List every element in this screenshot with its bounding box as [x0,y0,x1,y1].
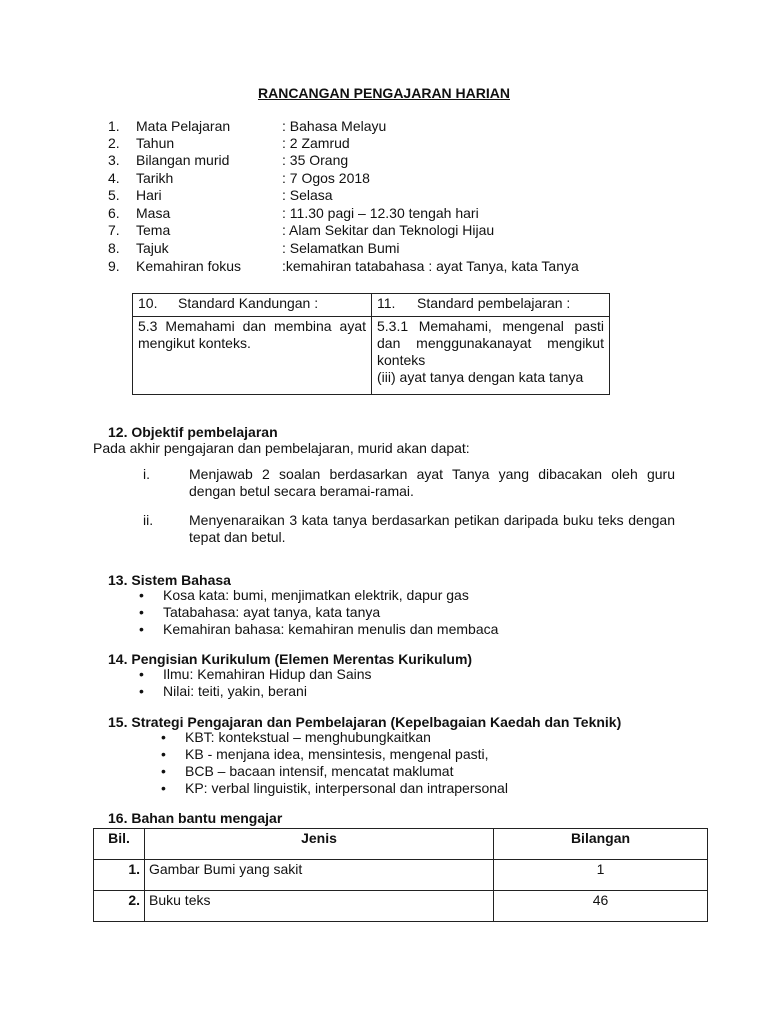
list-item-text: Tatabahasa: ayat tanya, kata tanya [163,604,381,620]
bahan-cell-bilangan: 46 [494,891,708,922]
info-number: 3. [108,152,120,168]
standard-pembelajaran-number: 11. [377,295,396,311]
bahan-cell-bil: 1. [94,860,145,891]
list-item-text: Kosa kata: bumi, menjimatkan elektrik, dapur gas [163,587,469,603]
info-number: 7. [108,222,120,238]
info-value: : Bahasa Melayu [282,118,387,134]
info-number: 4. [108,170,120,186]
info-value: :kemahiran tatabahasa : ayat Tanya, kata Tanya [282,258,579,274]
info-value: : Selasa [282,187,333,203]
bullet-icon: • [161,746,166,762]
standard-kandungan-cell [133,317,372,395]
list-item-text: KBT: kontekstual – menghubungkaitkan [185,729,431,745]
objektif-item-text: Menjawab 2 soalan berdasarkan ayat Tanya yang dibacakan oleh guru dengan betul secara beramai-ramai. [189,466,675,499]
standards-header-row [133,294,610,317]
objektif-item-number: ii. [143,512,154,528]
bullet-icon: • [161,780,166,796]
table-row [94,860,708,891]
info-number: 6. [108,205,120,221]
info-number: 5. [108,187,120,203]
list-item [161,746,508,763]
info-value: : Selamatkan Bumi [282,240,400,256]
bahan-header-bilangan: Bilangan [494,829,708,860]
objektif-heading: 12. Objektif pembelajaran [108,424,278,440]
info-row-mata-pelajaran [108,117,386,135]
sistem-bahasa-list [139,587,498,638]
page-title: RANCANGAN PENGAJARAN HARIAN [257,85,510,101]
info-row-tajuk [108,239,400,257]
list-item-text: KP: verbal linguistik, interpersonal dan intrapersonal [185,780,508,796]
info-row-tahun [108,134,350,152]
list-item [161,780,508,797]
list-item-text: Ilmu: Kemahiran Hidup dan Sains [163,666,372,682]
list-item-text: KB - menjana idea, mensintesis, mengenal pasti, [185,746,489,762]
bullet-icon: • [139,621,144,637]
bahan-cell-bil: 2. [94,891,145,922]
info-row-tema [108,221,494,239]
bahan-header-bil: Bil. [94,829,145,860]
info-value: : 7 Ogos 2018 [282,170,370,186]
info-label: Tahun [136,135,175,151]
info-row-masa [108,204,479,222]
list-item [139,666,372,683]
info-value: : 11.30 pagi – 12.30 tengah hari [282,205,479,221]
info-value: : 35 Orang [282,152,349,168]
table-row [94,891,708,922]
standard-pembelajaran-label: Standard pembelajaran : [417,295,571,311]
standard-kandungan-header [133,294,372,317]
info-row-kemahiran-fokus [108,257,579,275]
info-value: : 2 Zamrud [282,135,350,151]
list-item-text: Kemahiran bahasa: kemahiran menulis dan membaca [163,621,499,637]
bullet-icon: • [161,763,166,779]
bahan-cell-jenis: Gambar Bumi yang sakit [145,860,494,891]
bullet-icon: • [139,666,144,682]
bullet-icon: • [139,683,144,699]
info-row-hari [108,186,333,204]
list-item [139,604,498,621]
info-label: Bilangan murid [136,152,230,168]
info-label: Kemahiran fokus [136,258,242,274]
bahan-header-row [94,829,708,860]
info-number: 9. [108,258,120,274]
info-label: Masa [136,205,171,221]
list-item-text: Nilai: teiti, yakin, berani [163,683,307,699]
standard-pembelajaran-cell [372,317,610,395]
bullet-icon: • [161,729,166,745]
bahan-heading: 16. Bahan bantu mengajar [108,810,283,826]
objektif-item-text: Menyenaraikan 3 kata tanya berdasarkan petikan daripada buku teks dengan tepat dan betul. [189,512,675,545]
bullet-icon: • [139,587,144,603]
standards-table [132,293,610,395]
objektif-item-number: i. [143,466,150,482]
info-value: : Alam Sekitar dan Teknologi Hijau [282,222,495,238]
list-item-text: BCB – bacaan intensif, mencatat maklumat [185,763,454,779]
standard-pembelajaran-subitem: (iii) ayat tanya dengan kata tanya [377,369,584,385]
sistem-bahasa-heading: 13. Sistem Bahasa [108,572,231,588]
standard-pembelajaran-header [372,294,610,317]
info-row-bilangan-murid [108,151,348,169]
list-item [139,621,498,638]
pengisian-kurikulum-list [139,666,372,700]
list-item [139,683,372,700]
strategi-heading: 15. Strategi Pengajaran dan Pembelajaran (Kepelbagaian Kaedah dan Teknik) [108,714,622,730]
bullet-icon: • [139,604,144,620]
info-row-tarikh [108,169,370,187]
info-number: 2. [108,135,120,151]
info-label: Hari [136,187,162,203]
info-label: Tajuk [136,240,169,256]
bahan-cell-jenis: Buku teks [145,891,494,922]
info-number: 1. [108,118,120,134]
info-label: Mata Pelajaran [136,118,231,134]
info-label: Tema [136,222,171,238]
info-number: 8. [108,240,120,256]
objektif-intro: Pada akhir pengajaran dan pembelajaran, murid akan dapat: [93,440,470,456]
pengisian-kurikulum-heading: 14. Pengisian Kurikulum (Elemen Merentas Kurikulum) [108,651,473,667]
info-label: Tarikh [136,170,174,186]
standard-kandungan-label: Standard Kandungan : [178,295,319,311]
standard-kandungan-text: 5.3 Memahami dan membina ayat mengikut konteks. [138,318,366,351]
list-item [161,763,508,780]
strategi-list [161,729,508,797]
bahan-header-jenis: Jenis [145,829,494,860]
standard-pembelajaran-text: 5.3.1 Memahami, mengenal pasti dan menggunakanayat mengikut konteks [377,318,604,368]
list-item [161,729,508,746]
standard-kandungan-number: 10. [138,295,158,311]
bahan-cell-bilangan: 1 [494,860,708,891]
bahan-table [93,828,708,922]
list-item [139,587,498,604]
standards-body-row [133,317,610,395]
